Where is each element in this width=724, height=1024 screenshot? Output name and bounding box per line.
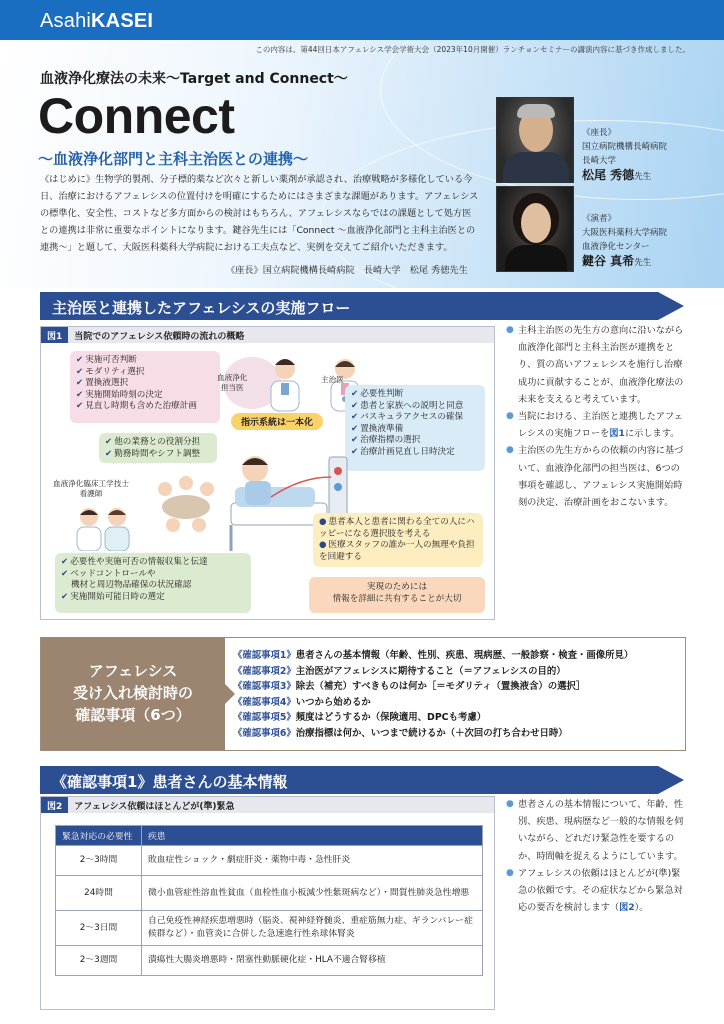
note-item: ● 医療スタッフの誰か一人の無理や負担を回避する: [319, 540, 475, 562]
speaker-info: [582, 212, 667, 270]
check-item: ✔ モダリティ選択: [76, 366, 145, 377]
check-item: ✔ 他の業務との役割分担: [105, 437, 201, 447]
check-item: ✔ 見直し時期も含めた治療計画: [76, 401, 197, 411]
check-item: ✔ 実施開始可能日時の選定: [61, 591, 165, 602]
attending-label: 主治医: [321, 375, 344, 384]
speaker-photo: [496, 186, 574, 272]
confirmation-list: [233, 648, 633, 741]
table-row: [56, 911, 483, 946]
urgency-table: [55, 825, 483, 976]
person-name: 松尾 秀德先生: [582, 168, 652, 182]
staff-label: 血液浄化臨床工学技士 看護師: [53, 479, 129, 498]
brand-bar: [0, 0, 724, 40]
table-row: [56, 946, 483, 976]
table-cell: 24時間: [56, 876, 142, 911]
spacer: [227, 445, 228, 446]
affiliation: 大阪医科薬科大学病院: [582, 228, 668, 238]
figure-caption: 当院でのアフェレシス依頼時の流れの概略: [74, 332, 245, 342]
bullet-item: ● 患者さんの基本情報について、年齢、性別、疾患、現病歴など一般的な情報を伺いながら、どれだけ緊急性を要するのか、時間軸を捉えるようにしています。: [506, 796, 686, 865]
confirmation-title: アフェレシス 受け入れ検討時の 確認事項（6つ）: [41, 638, 225, 750]
column-header: 緊急対応の必要性: [56, 826, 142, 846]
figure-1: [40, 326, 495, 620]
confirmation-item: 《確認事項3》除去（補充）すべきものは何か［＝モダリティ（置換液含）の選択］: [233, 681, 586, 692]
chair-photo: [496, 97, 574, 183]
bullet-item: ● アフェレシスの依頼はほとんどが(準)緊急の依頼です。その症状などから緊急対応の要否を検討します（図2）。: [506, 865, 686, 917]
intro-signature: 《座長》国立病院機構長崎病院 長崎大学 松尾 秀徳先生: [226, 265, 468, 276]
check-item: ✔ 必要性や実施可否の情報収集と伝達: [61, 557, 208, 567]
confirmation-item: 《確認事項5》頻度はどうするか（保険適用、DPCも考慮）: [233, 712, 487, 723]
figure-tag: 図2: [41, 797, 68, 813]
person-silhouette: [505, 245, 567, 272]
affiliation: 国立病院機構長崎病院: [582, 142, 668, 152]
role-label: 《座長》: [582, 128, 617, 138]
team-meeting-illustration: [151, 467, 221, 535]
sharing-line: 実現のためには: [366, 582, 428, 592]
doctor-label: 血液浄化 担当医: [217, 373, 248, 392]
confirmation-item: 《確認事項2》主治医がアフェレシスに期待すること（＝アフェレシスの目的）: [233, 665, 566, 677]
yellow-note: [313, 513, 483, 567]
confirmation-box: [40, 637, 686, 751]
bullet-item: ● 主科主治医の先生方の意向に沿いながら血液浄化部門と主科主治医が連携をとり、質の高いアフェレシスを施行し治療成功に貢献することが、血液浄化療法の未来を支えると考えています。: [506, 322, 686, 408]
figure-reference[interactable]: 図1: [609, 428, 625, 440]
check-item: 機材と周辺物品確保の状況確認: [71, 580, 192, 590]
person-silhouette: [503, 152, 569, 183]
table-cell: 潰瘍性大腸炎増悪時・閉塞性動脈硬化症・HLA不適合腎移植: [142, 946, 483, 976]
unified-instruction-badge: 指示系統は一本化: [231, 413, 323, 430]
check-item: ✔ 治療計画見直し日時決定: [351, 446, 455, 457]
table-row: [56, 876, 483, 911]
figure-caption-bar: [41, 327, 494, 343]
staff-illustration: [69, 503, 139, 551]
brand-logo: AsahiKASEI: [40, 10, 154, 32]
confirmation-item: 《確認事項6》治療指標は何か、いつまで続けるか（＋次回の打ち合わせ日時）: [233, 727, 568, 739]
sharing-note: [309, 577, 485, 613]
blue-checklist: [345, 385, 485, 471]
note-item: ● 患者本人と患者に関わる全ての人にハッピーになる選択肢を考える: [319, 517, 475, 539]
check-item: ✔ 置換液準備: [351, 423, 404, 434]
person-hair: [517, 104, 555, 118]
check-item: ✔ 実施可否判断: [76, 355, 137, 365]
figure-tag: 図1: [41, 327, 68, 343]
section-heading: 主治医と連携したアフェレシスの実施フロー: [40, 292, 658, 320]
confirmation-item: 《確認事項4》いつから始めるか: [233, 696, 371, 708]
check-item: ✔ ベッドコントロールや: [61, 568, 156, 579]
check-item: ✔ 実施開始時刻の決定: [76, 389, 163, 400]
sharing-line: 情報を詳細に共有することが大切: [332, 593, 462, 604]
check-item: ✔ 必要性判断: [351, 389, 404, 399]
table-cell: 微小血管症性溶血性貧血（血栓性血小板減少性紫斑病など）・間質性肺炎急性増悪: [142, 876, 483, 911]
table-cell: 2〜3時間: [56, 846, 142, 876]
person-head: [521, 203, 551, 243]
section-heading: 《確認事項1》患者さんの基本情報: [40, 766, 658, 794]
check-item: ✔ 患者と家族への説明と同意: [351, 400, 464, 411]
section2-bullets: [506, 796, 686, 916]
chair-info: [582, 126, 667, 184]
table-header-row: [56, 826, 483, 846]
green-checklist-bottom: [55, 553, 251, 613]
table-cell: 敗血症性ショック・劇症肝炎・薬物中毒・急性肝炎: [142, 846, 483, 876]
figure-2: [40, 796, 495, 1010]
affiliation: 長崎大学: [582, 156, 617, 166]
figure-reference[interactable]: 図2: [619, 902, 635, 914]
bullet-item: ● 当院における、主治医と連携したアフェレシスの実施フローを図1に示します。: [506, 408, 686, 442]
check-item: ✔ 置換液選択: [76, 378, 129, 388]
affiliation: 血液浄化センター: [582, 242, 650, 252]
check-item: ✔ バスキュラアクセスの確保: [351, 412, 464, 422]
person-name: 鍵谷 真希先生: [582, 254, 652, 268]
series-title: 血液浄化療法の未来〜Target and Connect〜: [40, 71, 348, 87]
figure-caption: アフェレシス依頼はほとんどが(準)緊急: [74, 802, 235, 812]
intro-paragraph: 《はじめに》生物学的製剤、分子標的薬など次々と新しい薬剤が承認され、治療戦略が多様化している今日、治療におけるアフェレシスの位置付けを明確にするためにはさまざまな課題があります。アフェレシスの標準化、安全性、コストなど多方面からの検討はもちろん、アフェレシスならではの課題として処方医との連携は非常に重要なポイントになります。鍵谷先生には「Connect 〜血液浄化部門と主科主治医との連携〜」と題して、大阪医科薬科大学病院における工夫点など、実例を交えてご紹介いただきます。: [40, 174, 479, 253]
figure-caption-bar: [41, 797, 494, 813]
role-label: 《演者》: [582, 214, 617, 224]
pink-checklist: [70, 351, 220, 423]
table-row: [56, 846, 483, 876]
column-header: 疾患: [142, 826, 483, 846]
check-item: ✔ 治療指標の選択: [351, 435, 421, 445]
bullet-item: ● 主治医の先生方からの依頼の内容に基づいて、血液浄化部門の担当医は、6つの事項を確認し、アフェレシス実施開始時刻の決定、治療計画をおこないます。: [506, 442, 686, 511]
table-cell: 2〜3日間: [56, 911, 142, 946]
table-cell: 自己免疫性神経疾患増悪時（脳炎、視神経脊髄炎、重症筋無力症、ギランバレー症候群など）・血管炎に合併した急速進行性糸球体腎炎: [142, 911, 483, 946]
check-item: ✔ 勤務時間やシフト調整: [105, 448, 201, 459]
confirmation-item: 《確認事項1》患者さんの基本情報（年齢、性別、疾患、現病歴、一般診察・検査・画像所見）: [233, 650, 634, 661]
source-note: この内容は、第44回日本アフェレシス学会学術大会（2023年10月開催）ランチョンセミナーの講演内容に基づき作成しました。: [255, 45, 690, 54]
page-subtitle: 〜血液浄化部門と主科主治医との連携〜: [38, 150, 309, 168]
table-cell: 2〜3週間: [56, 946, 142, 976]
section1-bullets: [506, 322, 686, 511]
page-title: Connect: [38, 88, 235, 144]
green-checklist-top: [99, 433, 217, 463]
